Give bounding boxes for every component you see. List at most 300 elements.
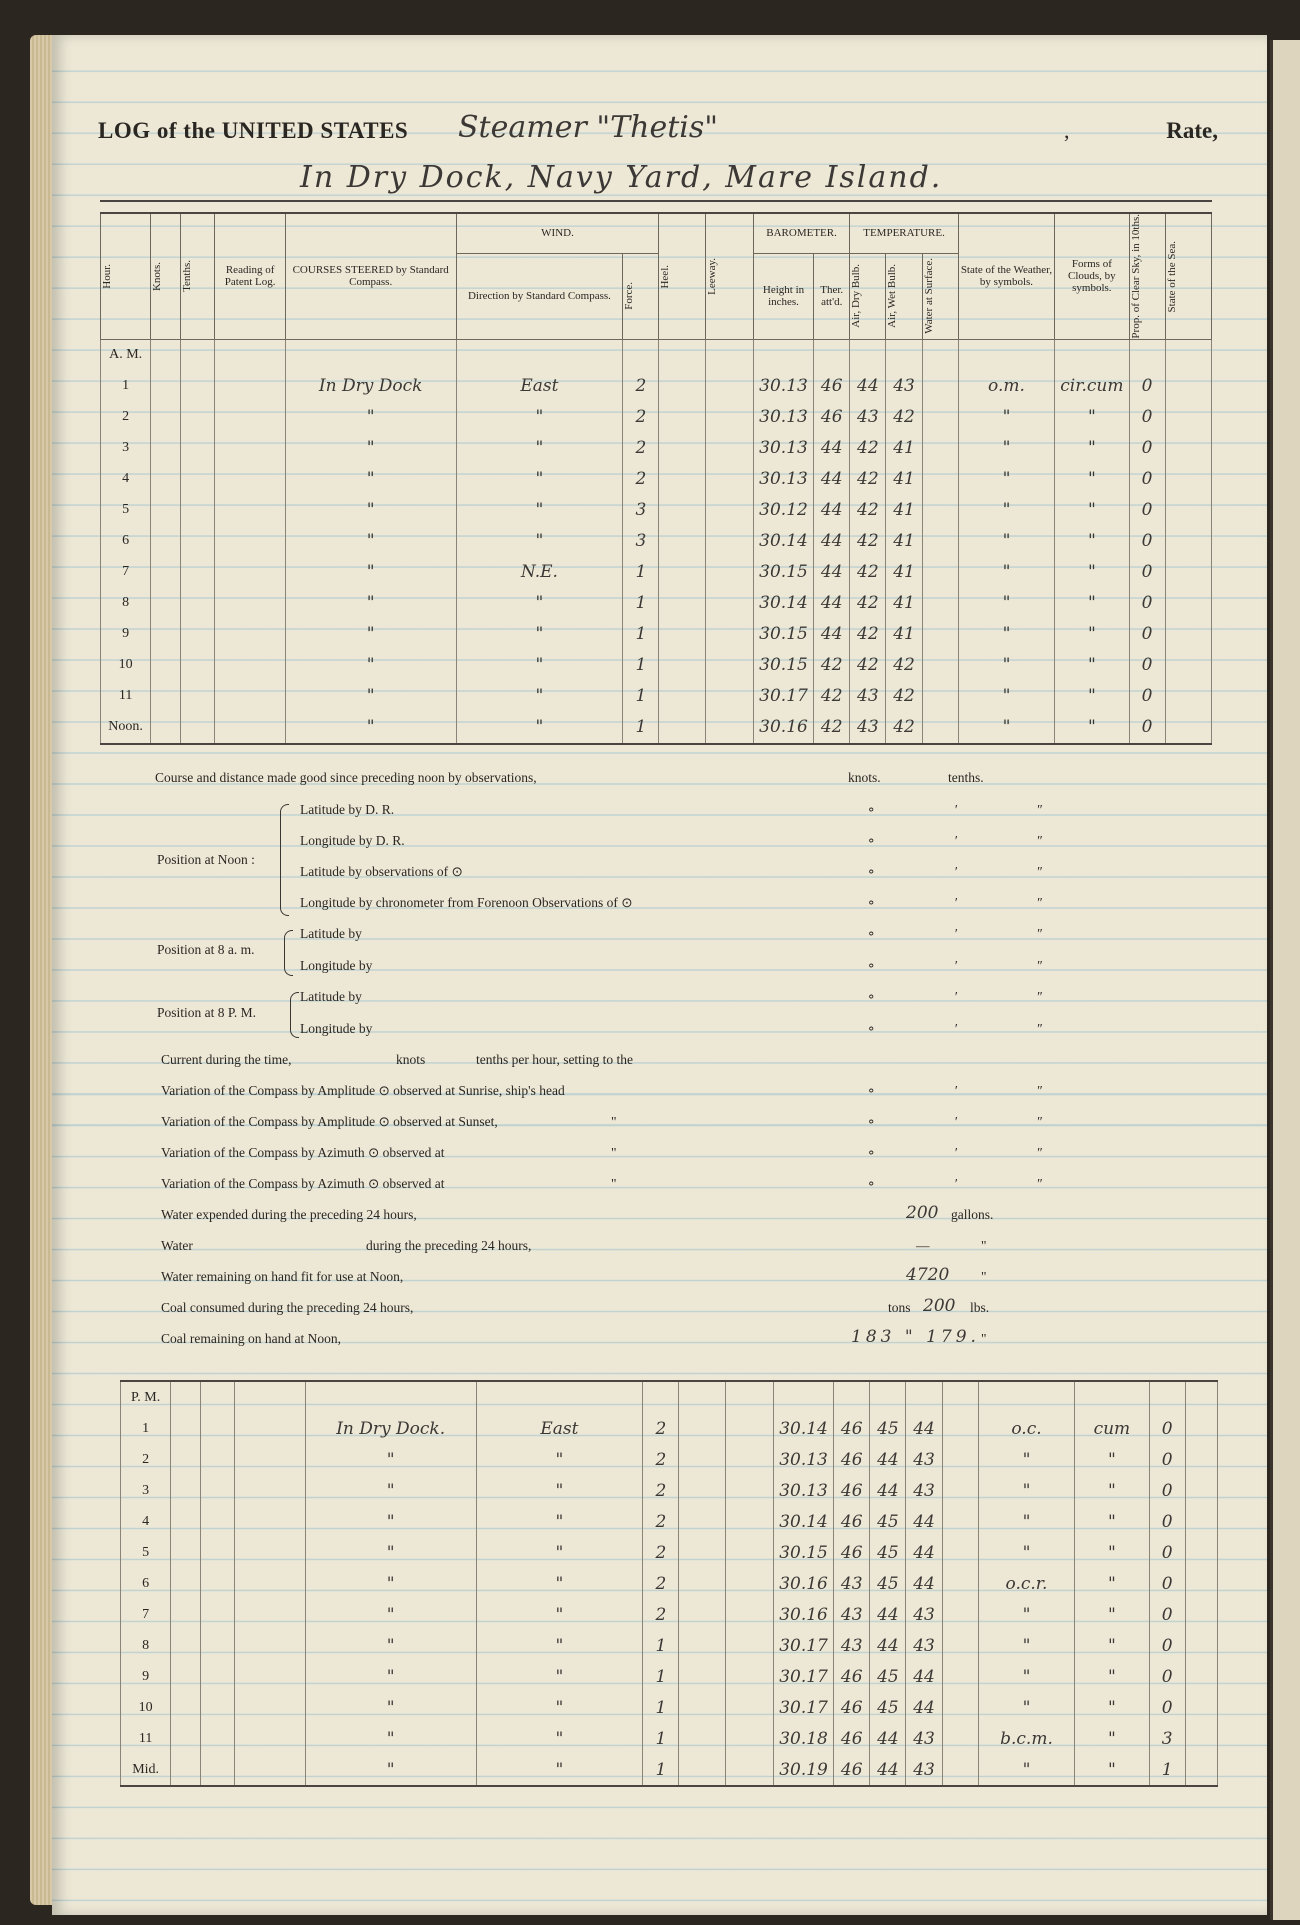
empty-cell xyxy=(705,681,753,712)
clear-sky-cell: 0 xyxy=(1129,557,1165,588)
wet-bulb-cell: 43 xyxy=(906,1599,942,1630)
dry-bulb-cell: 45 xyxy=(870,1692,906,1723)
force-cell: 1 xyxy=(643,1661,679,1692)
clear-sky-cell: 0 xyxy=(1149,1475,1185,1506)
hour-cell: 2 xyxy=(101,402,151,433)
barometer-height-cell: 30.13 xyxy=(753,433,813,464)
am-table-row xyxy=(101,650,1212,681)
dry-bulb-cell: 45 xyxy=(870,1568,906,1599)
course-cell: " xyxy=(285,588,456,619)
hour-cell: 7 xyxy=(101,557,151,588)
lon-8am-label: Longitude by xyxy=(300,958,373,973)
thermometer-cell: 46 xyxy=(834,1537,870,1568)
weather-cell: " xyxy=(978,1692,1074,1723)
empty-cell xyxy=(171,1754,201,1786)
facing-page xyxy=(1270,40,1300,1920)
course-cell: " xyxy=(285,433,456,464)
hour-cell: 5 xyxy=(121,1537,171,1568)
wind-cell: " xyxy=(456,681,623,712)
empty-cell xyxy=(1165,650,1211,681)
dry-bulb-cell: 44 xyxy=(850,371,886,402)
wet-bulb-cell: 42 xyxy=(886,681,922,712)
wet-bulb-cell: 41 xyxy=(886,433,922,464)
clouds-cell: " xyxy=(1055,712,1129,744)
empty-cell xyxy=(181,588,215,619)
var-azimuth-2-ditto: " xyxy=(611,1176,617,1191)
barometer-height-cell: 30.17 xyxy=(753,681,813,712)
clouds-cell: " xyxy=(1075,1599,1149,1630)
force-cell: 2 xyxy=(643,1475,679,1506)
coal-consumed-label: Coal consumed during the preceding 24 hours, xyxy=(161,1300,414,1315)
wind-cell: " xyxy=(456,433,623,464)
hour-cell: 3 xyxy=(101,433,151,464)
hour-cell: 10 xyxy=(101,650,151,681)
clear-sky-cell: 0 xyxy=(1149,1599,1185,1630)
clouds-cell: " xyxy=(1055,588,1129,619)
water-dash: — xyxy=(916,1238,930,1253)
wet-bulb-cell: 41 xyxy=(886,495,922,526)
thermometer-cell: 42 xyxy=(814,681,850,712)
barometer-height-cell: 30.13 xyxy=(753,464,813,495)
hour-cell: 8 xyxy=(121,1630,171,1661)
empty-cell xyxy=(1165,557,1211,588)
barometer-height-cell: 30.15 xyxy=(773,1537,833,1568)
empty-cell xyxy=(679,1692,725,1723)
empty-cell xyxy=(659,588,705,619)
force-cell: 2 xyxy=(623,371,659,402)
weather-cell: " xyxy=(978,1754,1074,1786)
thermometer-cell: 44 xyxy=(814,588,850,619)
barometer-height-cell: 30.14 xyxy=(773,1413,833,1444)
clear-sky-cell: 0 xyxy=(1129,495,1165,526)
hour-cell: 4 xyxy=(121,1506,171,1537)
wet-bulb-cell: 43 xyxy=(906,1475,942,1506)
knots-header: Knots. xyxy=(151,213,181,339)
wet-bulb-cell: 42 xyxy=(886,402,922,433)
deg-mark: ∘ ′ ″ xyxy=(867,833,1081,848)
pm-table-row xyxy=(121,1506,1218,1537)
clear-sky-cell: 0 xyxy=(1129,433,1165,464)
wet-bulb-cell: 43 xyxy=(906,1754,942,1786)
empty-cell xyxy=(679,1599,725,1630)
empty-cell xyxy=(215,526,285,557)
hour-cell: Mid. xyxy=(121,1754,171,1786)
empty-cell xyxy=(705,650,753,681)
deg-mark: ∘ ′ ″ xyxy=(867,1145,1081,1160)
var-azimuth-1-label: Variation of the Compass by Azimuth ⊙ observed at xyxy=(161,1145,445,1160)
wind-cell: East xyxy=(456,371,623,402)
clouds-cell: " xyxy=(1055,464,1129,495)
am-label: A. M. xyxy=(101,339,151,371)
thermometer-cell: 46 xyxy=(834,1754,870,1786)
clouds-cell: " xyxy=(1055,681,1129,712)
clear-sky-cell: 1 xyxy=(1149,1754,1185,1786)
weather-cell: " xyxy=(978,1444,1074,1475)
wind-cell: " xyxy=(476,1723,643,1754)
thermometer-cell: 43 xyxy=(834,1630,870,1661)
course-cell: " xyxy=(305,1444,476,1475)
thermometer-cell: 46 xyxy=(834,1475,870,1506)
wind-cell: " xyxy=(456,526,623,557)
water-remaining-label: Water remaining on hand fit for use at Noon, xyxy=(161,1269,404,1284)
empty-cell xyxy=(235,1661,305,1692)
deg-mark: ∘ ′ ″ xyxy=(867,1114,1081,1129)
air-wet-header: Air, Wet Bulb. xyxy=(886,253,922,339)
hour-header: Hour. xyxy=(101,213,151,339)
am-table-row xyxy=(101,681,1212,712)
water-expended-label: Water expended during the preceding 24 hours, xyxy=(161,1207,417,1222)
empty-cell xyxy=(922,464,958,495)
empty-cell xyxy=(725,1537,773,1568)
course-cell: " xyxy=(285,464,456,495)
hour-cell: 5 xyxy=(101,495,151,526)
sea-header: State of the Sea. xyxy=(1165,213,1211,339)
empty-cell xyxy=(679,1506,725,1537)
water-surface-header: Water at Surface. xyxy=(922,253,958,339)
empty-cell xyxy=(151,464,181,495)
thermometer-cell: 42 xyxy=(814,650,850,681)
clouds-cell: " xyxy=(1055,619,1129,650)
pm-table-row xyxy=(121,1599,1218,1630)
empty-cell xyxy=(679,1444,725,1475)
empty-cell xyxy=(235,1537,305,1568)
course-cell: In Dry Dock. xyxy=(305,1413,476,1444)
empty-cell xyxy=(181,557,215,588)
course-cell: " xyxy=(305,1630,476,1661)
am-table-row xyxy=(101,619,1212,650)
wind-cell: " xyxy=(476,1599,643,1630)
leeway-header: Leeway. xyxy=(705,213,753,339)
empty-cell xyxy=(942,1475,978,1506)
pm-table-row xyxy=(121,1692,1218,1723)
wind-cell: " xyxy=(476,1692,643,1723)
empty-cell xyxy=(215,712,285,744)
dry-bulb-cell: 45 xyxy=(870,1661,906,1692)
empty-cell xyxy=(705,557,753,588)
course-cell: " xyxy=(305,1475,476,1506)
deg-mark: ∘ ′ ″ xyxy=(867,802,1081,817)
force-cell: 1 xyxy=(643,1692,679,1723)
empty-cell xyxy=(1185,1754,1217,1786)
title-rule xyxy=(100,200,1212,202)
weather-cell: " xyxy=(978,1599,1074,1630)
weather-cell: o.c.r. xyxy=(978,1568,1074,1599)
hour-cell: 11 xyxy=(101,681,151,712)
clouds-cell: " xyxy=(1075,1692,1149,1723)
course-cell: " xyxy=(285,557,456,588)
empty-cell xyxy=(725,1568,773,1599)
empty-cell xyxy=(171,1444,201,1475)
barometer-height-cell: 30.13 xyxy=(773,1444,833,1475)
force-cell: 2 xyxy=(623,464,659,495)
empty-cell xyxy=(1185,1413,1217,1444)
hour-cell: 10 xyxy=(121,1692,171,1723)
empty-cell xyxy=(171,1413,201,1444)
empty-cell xyxy=(235,1506,305,1537)
empty-cell xyxy=(725,1599,773,1630)
pm-table-row xyxy=(121,1754,1218,1786)
force-cell: 2 xyxy=(623,402,659,433)
clear-sky-cell: 0 xyxy=(1129,650,1165,681)
empty-cell xyxy=(171,1475,201,1506)
wet-bulb-cell: 43 xyxy=(886,371,922,402)
empty-cell xyxy=(215,619,285,650)
empty-cell xyxy=(922,402,958,433)
empty-cell xyxy=(1165,619,1211,650)
empty-cell xyxy=(659,495,705,526)
clear-sky-cell: 0 xyxy=(1149,1630,1185,1661)
am-table-row xyxy=(101,495,1212,526)
empty-cell xyxy=(151,557,181,588)
empty-cell xyxy=(725,1692,773,1723)
wet-bulb-cell: 43 xyxy=(906,1444,942,1475)
empty-cell xyxy=(1165,712,1211,744)
wet-bulb-cell: 41 xyxy=(886,588,922,619)
water-ditto: " xyxy=(981,1238,987,1253)
empty-cell xyxy=(725,1506,773,1537)
dry-bulb-cell: 43 xyxy=(850,712,886,744)
tons-unit: tons xyxy=(888,1300,911,1315)
empty-cell xyxy=(171,1630,201,1661)
wet-bulb-cell: 43 xyxy=(906,1723,942,1754)
empty-cell xyxy=(942,1661,978,1692)
clouds-cell: " xyxy=(1075,1661,1149,1692)
deg-mark: ∘ ′ ″ xyxy=(867,1083,1081,1098)
barometer-height-cell: 30.17 xyxy=(773,1661,833,1692)
wind-cell: " xyxy=(456,712,623,744)
force-cell: 2 xyxy=(643,1599,679,1630)
var-sunset-label: Variation of the Compass by Amplitude ⊙ observed at Sunset, xyxy=(161,1114,498,1129)
dry-bulb-cell: 42 xyxy=(850,588,886,619)
empty-cell xyxy=(1185,1723,1217,1754)
knots-unit: knots. xyxy=(848,770,881,785)
hour-cell: 11 xyxy=(121,1723,171,1754)
barometer-header: BAROMETER. xyxy=(753,213,849,253)
force-cell: 3 xyxy=(623,526,659,557)
empty-cell xyxy=(1185,1692,1217,1723)
empty-cell xyxy=(679,1413,725,1444)
course-cell: " xyxy=(285,402,456,433)
empty-cell xyxy=(151,619,181,650)
position-noon-label: Position at Noon : xyxy=(157,852,255,867)
empty-cell xyxy=(215,681,285,712)
log-title: LOG of the UNITED STATES xyxy=(98,118,409,143)
pm-table-row xyxy=(121,1444,1218,1475)
thermometer-cell: 44 xyxy=(814,464,850,495)
barometer-height-cell: 30.17 xyxy=(773,1692,833,1723)
empty-cell xyxy=(1165,433,1211,464)
empty-cell xyxy=(922,619,958,650)
pm-table-row xyxy=(121,1413,1218,1444)
dry-bulb-cell: 44 xyxy=(870,1444,906,1475)
weather-cell: o.m. xyxy=(958,371,1054,402)
thermometer-cell: 44 xyxy=(814,433,850,464)
dry-bulb-cell: 43 xyxy=(850,402,886,433)
course-cell: " xyxy=(285,650,456,681)
empty-cell xyxy=(679,1475,725,1506)
barometer-height-cell: 30.14 xyxy=(773,1506,833,1537)
barometer-height-cell: 30.19 xyxy=(773,1754,833,1786)
position-8am-label: Position at 8 a. m. xyxy=(157,942,255,957)
empty-cell xyxy=(181,371,215,402)
empty-cell xyxy=(705,464,753,495)
force-header: Force. xyxy=(623,253,659,339)
empty-cell xyxy=(705,588,753,619)
dry-bulb-cell: 42 xyxy=(850,526,886,557)
empty-cell xyxy=(1185,1599,1217,1630)
empty-cell xyxy=(922,526,958,557)
empty-cell xyxy=(942,1413,978,1444)
wet-bulb-cell: 44 xyxy=(906,1692,942,1723)
water-expended-value: 200 xyxy=(906,1203,939,1223)
weather-cell: " xyxy=(958,526,1054,557)
empty-cell xyxy=(659,650,705,681)
clear-sky-cell: 0 xyxy=(1149,1413,1185,1444)
empty-cell xyxy=(181,495,215,526)
empty-cell xyxy=(215,495,285,526)
barometer-height-cell: 30.13 xyxy=(753,371,813,402)
pm-table-row xyxy=(121,1568,1218,1599)
thermometer-cell: 46 xyxy=(834,1413,870,1444)
force-cell: 1 xyxy=(623,619,659,650)
weather-cell: " xyxy=(958,619,1054,650)
weather-cell: " xyxy=(958,681,1054,712)
am-table-row xyxy=(101,588,1212,619)
barometer-height-cell: 30.13 xyxy=(753,402,813,433)
wind-header: WIND. xyxy=(456,213,659,253)
wet-bulb-cell: 41 xyxy=(886,526,922,557)
empty-cell xyxy=(235,1754,305,1786)
coal-remaining-ditto: " xyxy=(981,1331,987,1346)
empty-cell xyxy=(659,557,705,588)
title-comma: , xyxy=(1064,118,1070,143)
empty-cell xyxy=(942,1630,978,1661)
tenths-header: Tenths. xyxy=(181,213,215,339)
force-cell: 1 xyxy=(623,712,659,744)
lon-8pm-label: Longitude by xyxy=(300,1021,373,1036)
course-cell: " xyxy=(285,526,456,557)
wind-cell: " xyxy=(456,619,623,650)
force-cell: 1 xyxy=(643,1754,679,1786)
barometer-height-cell: 30.15 xyxy=(753,650,813,681)
empty-cell xyxy=(235,1630,305,1661)
weather-cell: " xyxy=(958,557,1054,588)
course-cell: " xyxy=(285,619,456,650)
empty-cell xyxy=(201,1754,235,1786)
weather-cell: b.c.m. xyxy=(978,1723,1074,1754)
barometer-height-cell: 30.16 xyxy=(773,1568,833,1599)
dry-bulb-cell: 45 xyxy=(870,1506,906,1537)
water-during-label: during the preceding 24 hours, xyxy=(366,1238,532,1253)
wet-bulb-cell: 41 xyxy=(886,619,922,650)
course-cell: In Dry Dock xyxy=(285,371,456,402)
height-header: Height in inches. xyxy=(753,253,813,339)
clear-sky-cell: 0 xyxy=(1129,619,1165,650)
empty-cell xyxy=(705,433,753,464)
empty-cell xyxy=(151,650,181,681)
wind-cell: " xyxy=(476,1661,643,1692)
course-cell: " xyxy=(305,1599,476,1630)
weather-cell: " xyxy=(958,588,1054,619)
dry-bulb-cell: 45 xyxy=(870,1537,906,1568)
empty-cell xyxy=(725,1723,773,1754)
empty-cell xyxy=(922,433,958,464)
wet-bulb-cell: 44 xyxy=(906,1661,942,1692)
empty-cell xyxy=(942,1568,978,1599)
barometer-height-cell: 30.14 xyxy=(753,588,813,619)
barometer-height-cell: 30.16 xyxy=(773,1599,833,1630)
empty-cell xyxy=(235,1723,305,1754)
am-log-table xyxy=(100,212,1212,745)
empty-cell xyxy=(181,402,215,433)
temperature-header: TEMPERATURE. xyxy=(850,213,958,253)
empty-cell xyxy=(705,495,753,526)
weather-cell: " xyxy=(958,650,1054,681)
wind-cell: " xyxy=(456,495,623,526)
empty-cell xyxy=(725,1444,773,1475)
empty-cell xyxy=(922,557,958,588)
gallons-unit: gallons. xyxy=(951,1207,994,1222)
lon-dr-label: Longitude by D. R. xyxy=(300,833,405,848)
barometer-height-cell: 30.15 xyxy=(753,557,813,588)
clear-sky-cell: 0 xyxy=(1149,1661,1185,1692)
empty-cell xyxy=(922,712,958,744)
empty-cell xyxy=(215,371,285,402)
weather-header: State of the Weather, by symbols. xyxy=(958,213,1054,339)
water-label: Water xyxy=(161,1238,193,1253)
empty-cell xyxy=(942,1754,978,1786)
empty-cell xyxy=(679,1754,725,1786)
weather-cell: " xyxy=(958,712,1054,744)
am-table-row xyxy=(101,433,1212,464)
clouds-cell: " xyxy=(1075,1506,1149,1537)
empty-cell xyxy=(201,1723,235,1754)
empty-cell xyxy=(151,402,181,433)
am8-brace xyxy=(284,930,293,976)
force-cell: 2 xyxy=(623,433,659,464)
empty-cell xyxy=(1165,402,1211,433)
weather-cell: " xyxy=(978,1506,1074,1537)
hour-cell: 4 xyxy=(101,464,151,495)
pm-label: P. M. xyxy=(121,1381,171,1413)
lat-8am-label: Latitude by xyxy=(300,926,362,941)
air-dry-header: Air, Dry Bulb. xyxy=(850,253,886,339)
water-remaining-value: 4720 xyxy=(906,1265,950,1285)
force-cell: 3 xyxy=(623,495,659,526)
thermometer-cell: 46 xyxy=(834,1692,870,1723)
wind-cell: " xyxy=(476,1444,643,1475)
barometer-height-cell: 30.15 xyxy=(753,619,813,650)
clear-sky-header: Prop. of Clear Sky, in 10ths. xyxy=(1129,213,1165,339)
var-azimuth-2-label: Variation of the Compass by Azimuth ⊙ observed at xyxy=(161,1176,445,1191)
empty-cell xyxy=(1185,1444,1217,1475)
deg-mark: ∘ ′ ″ xyxy=(867,864,1081,879)
lon-chrono-label: Longitude by chronometer from Forenoon Observations of ⊙ xyxy=(300,895,633,910)
clear-sky-cell: 3 xyxy=(1149,1723,1185,1754)
course-cell: " xyxy=(285,712,456,744)
wind-cell: N.E. xyxy=(456,557,623,588)
weather-cell: " xyxy=(978,1475,1074,1506)
weather-cell: " xyxy=(978,1630,1074,1661)
empty-cell xyxy=(942,1723,978,1754)
empty-cell xyxy=(922,588,958,619)
noon-brace xyxy=(280,804,289,916)
wind-cell: " xyxy=(476,1568,643,1599)
force-cell: 1 xyxy=(623,588,659,619)
wind-cell: " xyxy=(456,588,623,619)
var-sunrise-label: Variation of the Compass by Amplitude ⊙ observed at Sunrise, ship's head xyxy=(161,1083,565,1098)
clouds-cell: " xyxy=(1075,1754,1149,1786)
